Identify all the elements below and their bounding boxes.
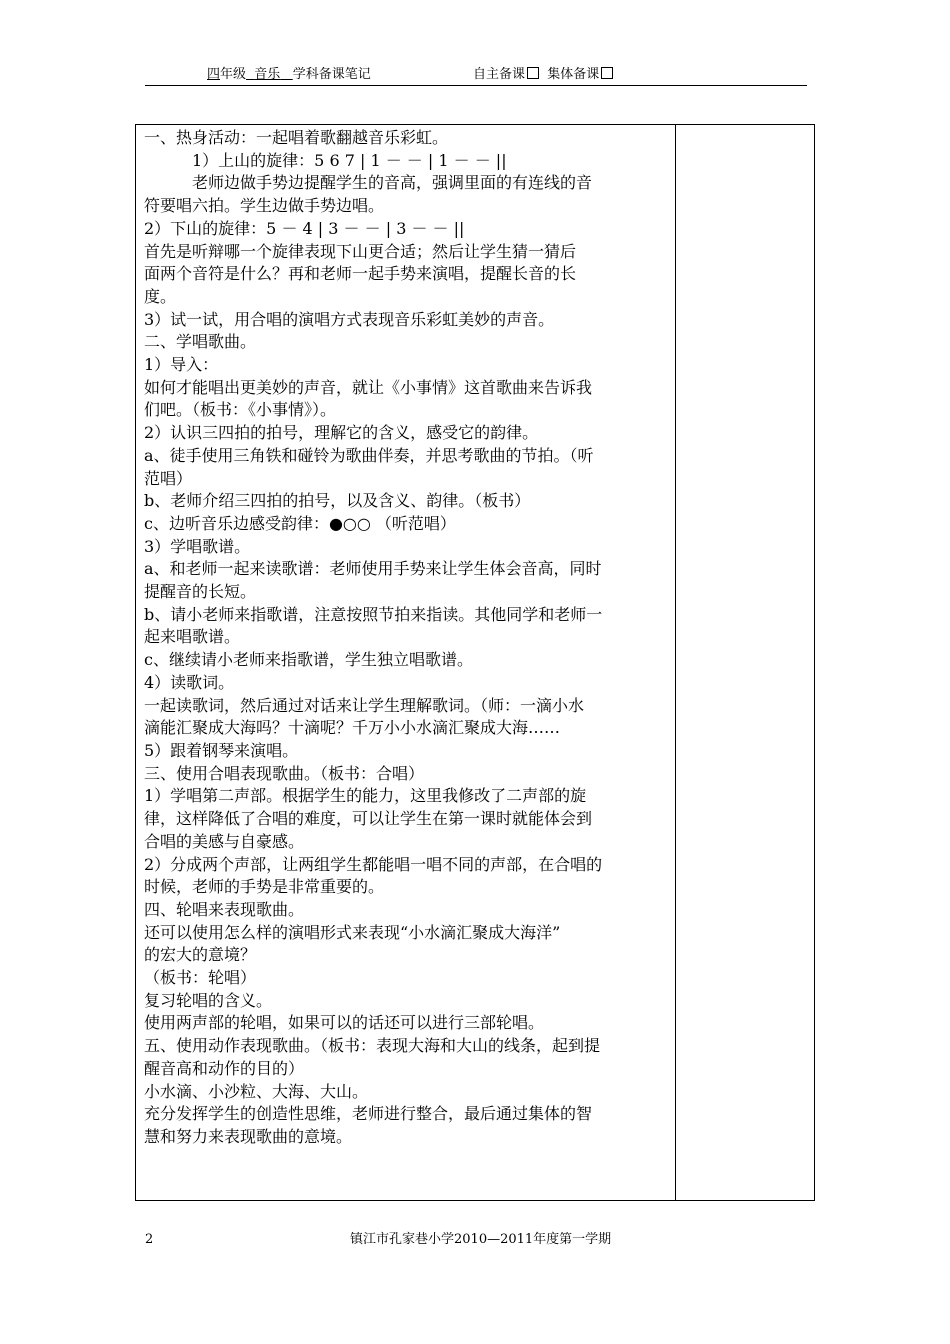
- header-subject: [246, 67, 293, 82]
- text-line: 使用两声部的轮唱，如果可以的话还可以进行三部轮唱。: [144, 1013, 545, 1033]
- header-prep-options: [473, 67, 613, 83]
- text-line: 二、学唱歌曲。: [144, 332, 257, 352]
- text-line: b、请小老师来指歌谱，注意按照节拍来指读。其他同学和老师一: [144, 604, 603, 624]
- page-number: 2: [145, 1232, 154, 1247]
- lesson-table: [135, 124, 815, 1201]
- text-line: 律，这样降低了合唱的难度，可以让学生在第一课时就能体会到: [144, 809, 593, 829]
- text-line: 2）认识三四拍的拍号，理解它的含义，感受它的韵律。: [144, 423, 539, 443]
- self-prep-label: 自主备课: [473, 67, 526, 82]
- header-grade: 四: [207, 67, 221, 82]
- self-prep-checkbox[interactable]: [527, 67, 539, 79]
- text-line: 充分发挥学生的创造性思维，老师进行整合，最后通过集体的智: [144, 1104, 593, 1124]
- text-line: c、继续请小老师来指歌谱，学生独立唱歌谱。: [144, 650, 473, 670]
- text-line: 们吧。（板书：《小事情》）。: [144, 400, 337, 420]
- text-line: 起来唱歌谱。: [144, 627, 241, 647]
- text-line: 3）试一试，用合唱的演唱方式表现音乐彩虹美妙的声音。: [144, 309, 555, 329]
- text-line: （板书：轮唱）: [144, 968, 257, 988]
- text-line: a、徒手使用三角铁和碰铃为歌曲伴奏，并思考歌曲的节拍。（听: [144, 445, 594, 465]
- school-term: 镇江市孔家巷小学2010—2011年度第一学期: [350, 1232, 612, 1247]
- text-line: 面两个音符是什么？再和老师一起手势来演唱，提醒长音的长: [144, 264, 577, 284]
- group-prep-label: 集体备课: [547, 67, 600, 82]
- text-line: 五、使用动作表现歌曲。（板书：表现大海和大山的线条，起到提: [144, 1036, 601, 1056]
- text-line: 度。: [144, 286, 177, 306]
- text-line: 1）导入：: [144, 355, 219, 375]
- header-subject-text: 音乐: [254, 67, 281, 82]
- text-line: 醒音高和动作的目的）: [144, 1058, 305, 1078]
- text-line: 老师边做手势边提醒学生的音高，强调里面的有连线的音: [192, 173, 593, 193]
- text-line: 复习轮唱的含义。: [144, 990, 273, 1010]
- text-line: 一起读歌词，然后通过对话来让学生理解歌词。（师：一滴小水: [144, 695, 585, 715]
- page-header: [145, 67, 807, 86]
- text-line: a、和老师一起来读歌谱：老师使用手势来让学生体会音高，同时: [144, 559, 602, 579]
- text-line: 慧和努力来表现歌曲的意境。: [144, 1126, 353, 1146]
- text-line: 1）学唱第二声部。根据学生的能力，这里我修改了二声部的旋: [144, 786, 587, 806]
- text-line: 四、轮唱来表现歌曲。: [144, 899, 305, 919]
- text-line: 滴能汇聚成大海吗？十滴呢？千万小小水滴汇聚成大海……: [144, 718, 561, 738]
- text-line: 三、使用合唱表现歌曲。（板书：合唱）: [144, 763, 425, 783]
- header-title-suffix: 学科备课笔记: [292, 67, 371, 82]
- text-line: c、边听音乐边感受韵律：●○○ （听范唱）: [144, 513, 456, 533]
- text-line: 2）下山的旋律：5 － 4 | 3 － － | 3 － － ||: [144, 218, 465, 238]
- text-line: 一、热身活动：一起唱着歌翻越音乐彩虹。: [144, 128, 449, 147]
- text-line: 2）分成两个声部，让两组学生都能唱一唱不同的声部，在合唱的: [144, 854, 603, 874]
- lesson-content: [144, 127, 670, 1149]
- text-line: 还可以使用怎么样的演唱形式来表现“小水滴汇聚成大海洋”: [144, 922, 561, 942]
- text-line: 时候，老师的手势是非常重要的。: [144, 877, 385, 897]
- text-line: 小水滴、小沙粒、大海、大山。: [144, 1081, 369, 1101]
- text-line: b、老师介绍三四拍的拍号，以及含义、韵律。（板书）: [144, 491, 531, 511]
- text-line: 的宏大的意境？: [144, 945, 257, 965]
- text-line: 首先是听辩哪一个旋律表现下山更合适；然后让学生猜一猜后: [144, 241, 577, 261]
- text-line: 3）学唱歌谱。: [144, 536, 251, 556]
- text-line: 符要唱六拍。学生边做手势边唱。: [144, 196, 385, 216]
- text-line: 1）上山的旋律：5 6 7 | 1 － － | 1 － － ||: [192, 150, 507, 170]
- text-line: 合唱的美感与自豪感。: [144, 831, 305, 851]
- text-line: 如何才能唱出更美妙的声音，就让《小事情》这首歌曲来告诉我: [144, 377, 593, 397]
- header-subject-line: [207, 67, 371, 83]
- text-line: 范唱）: [144, 468, 193, 488]
- text-line: 4）读歌词。: [144, 672, 235, 692]
- group-prep-checkbox[interactable]: [601, 67, 613, 79]
- text-line: 5）跟着钢琴来演唱。: [144, 740, 299, 760]
- text-line: 提醒音的长短。: [144, 582, 257, 602]
- header-grade-suffix: 年级: [220, 67, 247, 82]
- column-divider: [675, 125, 676, 1200]
